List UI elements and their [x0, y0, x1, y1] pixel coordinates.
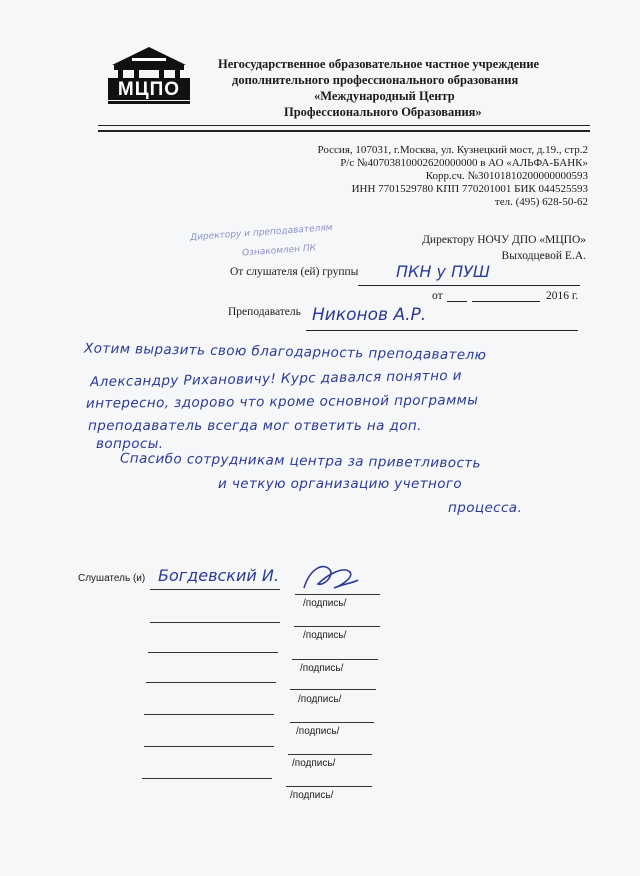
- address-line: Россия, 107031, г.Москва, ул. Кузнецкий мост, д.19., стр.2: [317, 144, 588, 156]
- header-divider-thick: [98, 130, 590, 132]
- resolution-stamp-line-2: Ознакомлен ПК: [241, 243, 317, 259]
- logo-text: МЦПО: [117, 79, 181, 100]
- teacher-value: Никонов А.Р.: [312, 305, 427, 325]
- note-line-1: Хотим выразить свою благодарность преподавателю: [83, 340, 487, 364]
- note-line-4: преподаватель всегда мог ответить на доп.: [88, 418, 422, 434]
- listener-name-line-5: [144, 714, 274, 715]
- bank-account-line: Р/с №40703810002620000000 в АО «АЛЬФА-БАНК»: [340, 157, 588, 169]
- listener-name-line-6: [144, 746, 274, 747]
- note-line-5: вопросы.: [96, 436, 164, 452]
- listener-name-line-4: [146, 682, 276, 683]
- signature-line-1: [295, 594, 380, 595]
- addressee-line-1: Директору НОЧУ ДПО «МЦПО»: [422, 234, 586, 246]
- date-prefix: от: [432, 290, 443, 302]
- signature-caption-3: /подпись/: [300, 663, 344, 674]
- signature-line-3: [292, 659, 378, 660]
- signature-caption-5: /подпись/: [296, 726, 340, 737]
- signature-line-5: [290, 722, 374, 723]
- handwritten-signature: [300, 560, 360, 594]
- date-suffix: 2016 г.: [546, 290, 579, 302]
- group-underline: [358, 285, 580, 286]
- note-line-3: интересно, здорово что кроме основной программы: [85, 392, 479, 412]
- org-name-line-3: «Международный Центр: [314, 89, 455, 103]
- note-line-7: и четкую организацию учетного: [218, 476, 463, 492]
- listener-name-line-1: [150, 589, 280, 590]
- note-line-2: Александру Рихановичу! Курс давался понятно и: [89, 367, 463, 391]
- listener-name-line-2: [150, 622, 280, 623]
- org-name-line-1: Негосударственное образовательное частное учреждение: [218, 57, 540, 71]
- corr-account-line: Корр.сч. №30101810200000000593: [425, 170, 588, 182]
- date-day-line: [447, 301, 467, 302]
- listener-name-line-7: [142, 778, 272, 779]
- org-name-line-4: Профессионального Образования»: [284, 105, 482, 119]
- addressee-line-2: Выходцевой Е.А.: [501, 250, 586, 262]
- teacher-underline: [306, 330, 578, 331]
- resolution-stamp-line-1: Директору и преподавателям: [189, 223, 333, 243]
- signature-caption-1: /подпись/: [303, 598, 347, 609]
- signature-line-6: [288, 754, 372, 755]
- note-line-6: Спасибо сотрудникам центра за приветливость: [119, 450, 482, 472]
- inn-line: ИНН 7701529780 КПП 770201001 БИК 044525593: [351, 183, 588, 195]
- listener-name-line-3: [148, 652, 278, 653]
- date-month-line: [472, 301, 540, 302]
- phone-line: тел. (495) 628-50-62: [494, 196, 588, 208]
- listener-name: Богдевский И.: [158, 566, 279, 585]
- group-label: От слушателя (ей) группы: [230, 266, 359, 278]
- org-name-line-2: дополнительного профессионального образования: [232, 73, 519, 87]
- listener-label: Слушатель (и): [78, 573, 146, 584]
- signature-line-4: [290, 689, 376, 690]
- signature-line-7: [286, 786, 372, 787]
- signature-caption-2: /подпись/: [303, 630, 347, 641]
- group-value: ПКН у ПУШ: [396, 262, 490, 281]
- teacher-label: Преподаватель: [228, 306, 301, 318]
- header-divider: [98, 125, 590, 126]
- signature-line-2: [294, 626, 380, 627]
- signature-caption-7: /подпись/: [290, 790, 334, 801]
- signature-caption-4: /подпись/: [298, 694, 342, 705]
- signature-caption-6: /подпись/: [292, 758, 336, 769]
- note-line-8: процесса.: [448, 500, 523, 516]
- org-logo: [104, 45, 194, 105]
